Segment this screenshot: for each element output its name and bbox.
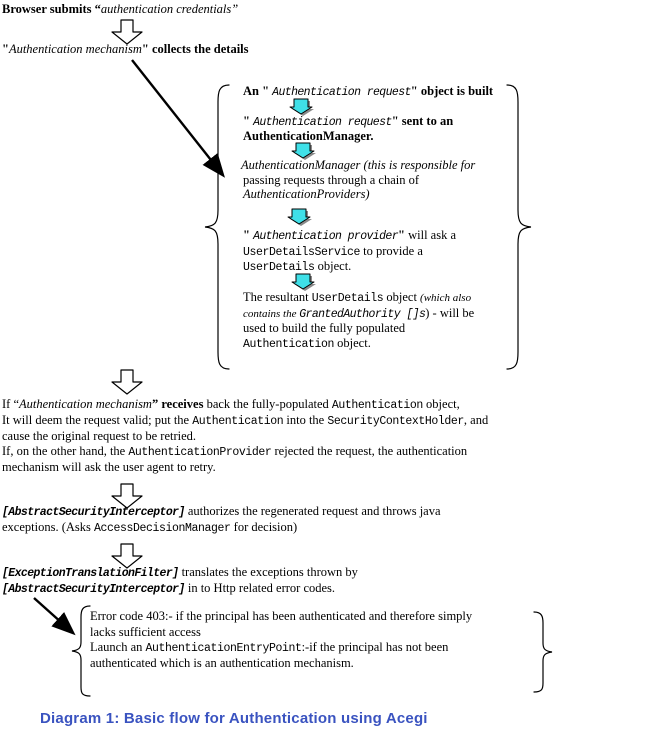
auth-step-resultant-line-2 bbox=[243, 306, 474, 322]
text-segment: ” bbox=[231, 2, 239, 16]
text-segment: object, bbox=[422, 397, 460, 411]
text-segment: mechanism will ask the user agent to retry. bbox=[2, 460, 216, 474]
cyan-down-arrow-icon bbox=[286, 208, 313, 227]
text-segment: , and bbox=[463, 413, 489, 427]
text-segment: AuthenticationManager (this is responsible for bbox=[241, 158, 476, 172]
text-segment: Authentication mechanism bbox=[19, 397, 152, 411]
text-segment: If “ bbox=[2, 397, 19, 411]
auth-step-manager-line-3 bbox=[243, 187, 370, 202]
text-segment: Authentication bbox=[192, 415, 284, 428]
text-segment: " bbox=[141, 42, 152, 56]
text-segment: Launch an bbox=[90, 640, 146, 654]
error-note-line-3 bbox=[90, 640, 448, 656]
text-segment: AuthenticationProviders) bbox=[243, 187, 370, 201]
text-segment: It will deem the request valid; put the bbox=[2, 413, 193, 427]
right-brace-icon bbox=[530, 610, 554, 698]
text-segment: If, on the other hand, the bbox=[2, 444, 129, 458]
auth-step-resultant-line-3 bbox=[243, 321, 405, 336]
text-segment: UserDetails bbox=[311, 292, 384, 305]
text-segment: [AbstractSecurityInterceptor] bbox=[2, 583, 185, 596]
text-segment: passing requests through a chain of bbox=[243, 173, 420, 187]
auth-step-manager-line-2 bbox=[243, 173, 419, 188]
text-segment: AuthenticationManager. bbox=[243, 129, 374, 143]
text-segment: translates the exceptions thrown by bbox=[178, 565, 358, 579]
text-segment: object bbox=[383, 290, 421, 304]
auth-step-provider-line-1 bbox=[243, 228, 456, 244]
text-segment: :-if the principal has not been bbox=[301, 640, 449, 654]
text-segment: object. bbox=[334, 336, 371, 350]
error-note-line-1 bbox=[90, 609, 472, 624]
text-segment: sent to an bbox=[401, 114, 454, 128]
translation-paragraph-line-1 bbox=[2, 565, 358, 581]
text-segment: Error code 403:- if the principal has been authenticated and therefore simply bbox=[90, 609, 473, 623]
text-segment: ” bbox=[151, 397, 162, 411]
diagram-caption: Diagram 1: Basic flow for Authentication using Acegi bbox=[40, 710, 428, 727]
text-segment: will ask a bbox=[404, 228, 457, 242]
text-segment: " bbox=[398, 228, 405, 242]
text-segment: " bbox=[391, 114, 402, 128]
browser-submits-text bbox=[2, 2, 238, 17]
text-segment: (which also bbox=[420, 292, 472, 304]
text-segment: Authentication bbox=[331, 399, 423, 412]
receives-paragraph-line-3 bbox=[2, 429, 196, 444]
right-brace-icon bbox=[502, 82, 534, 374]
text-segment: “ bbox=[94, 2, 101, 16]
text-segment: contains the bbox=[243, 308, 300, 320]
auth-step-request-built bbox=[243, 84, 493, 100]
text-segment: in to Http related error codes. bbox=[184, 581, 336, 595]
down-arrow-icon bbox=[107, 369, 147, 396]
text-segment: used to build the fully populated bbox=[243, 321, 406, 335]
receives-paragraph-line-1 bbox=[2, 397, 460, 413]
text-segment: Browser submits bbox=[2, 2, 95, 16]
auth-step-manager-line-1 bbox=[241, 158, 475, 173]
text-segment: GrantedAuthority []s bbox=[299, 308, 426, 321]
receives-paragraph-line-2 bbox=[2, 413, 488, 429]
text-segment: [ExceptionTranslationFilter] bbox=[2, 567, 179, 580]
text-segment: Authentication request bbox=[253, 116, 392, 129]
text-segment: Authentication bbox=[243, 338, 335, 351]
text-segment: object. bbox=[314, 259, 352, 273]
text-segment: UserDetails bbox=[243, 261, 315, 274]
rejected-paragraph-line-2 bbox=[2, 460, 216, 475]
text-segment: collects the details bbox=[152, 42, 249, 56]
text-segment: receives bbox=[161, 397, 204, 411]
error-note-line-4 bbox=[90, 656, 354, 671]
text-segment: Authentication provider bbox=[253, 230, 399, 243]
text-segment: exceptions. (Asks bbox=[2, 520, 94, 534]
auth-step-provider-line-2 bbox=[243, 244, 423, 260]
auth-step-resultant-line-1 bbox=[243, 290, 471, 306]
text-segment: Authentication request bbox=[272, 86, 411, 99]
text-segment: lacks sufficient access bbox=[90, 625, 201, 639]
auth-step-resultant-line-4 bbox=[243, 336, 371, 352]
text-segment: AuthenticationEntryPoint bbox=[145, 642, 302, 655]
rejected-paragraph-line-1 bbox=[2, 444, 467, 460]
auth-step-sent-line-1 bbox=[243, 114, 453, 130]
text-segment: into the bbox=[283, 413, 328, 427]
text-segment: An " bbox=[243, 84, 273, 98]
text-segment: " bbox=[243, 114, 254, 128]
text-segment: " bbox=[410, 84, 421, 98]
text-segment: authorizes the regenerated request and throws java bbox=[184, 504, 441, 518]
text-segment: ) - will be bbox=[425, 306, 475, 320]
interceptor-paragraph-line-1 bbox=[2, 504, 441, 520]
text-segment: The resultant bbox=[243, 290, 312, 304]
text-segment: for decision) bbox=[230, 520, 298, 534]
text-segment: Authentication mechanism bbox=[8, 42, 142, 56]
text-segment: AccessDecisionManager bbox=[94, 522, 231, 535]
text-segment: " bbox=[2, 42, 9, 56]
error-note-line-2 bbox=[90, 625, 201, 640]
text-segment: UserDetailsService bbox=[243, 246, 361, 259]
text-segment: object is built bbox=[420, 84, 494, 98]
text-segment: back the fully-populated bbox=[203, 397, 332, 411]
text-segment: AuthenticationProvider bbox=[128, 446, 272, 459]
text-segment: authentication credentials bbox=[100, 2, 232, 16]
text-segment: rejected the request, the authentication bbox=[271, 444, 468, 458]
text-segment: cause the original request to be retried. bbox=[2, 429, 197, 443]
text-segment: [AbstractSecurityInterceptor] bbox=[2, 506, 185, 519]
text-segment: " bbox=[243, 228, 254, 242]
interceptor-paragraph-line-2 bbox=[2, 520, 297, 536]
left-brace-icon bbox=[202, 82, 234, 374]
text-segment: to provide a bbox=[360, 244, 423, 258]
text-segment: authenticated which is an authentication mechanism. bbox=[90, 656, 354, 670]
text-segment: SecurityContextHolder bbox=[327, 415, 464, 428]
mechanism-collects-text bbox=[2, 42, 249, 57]
